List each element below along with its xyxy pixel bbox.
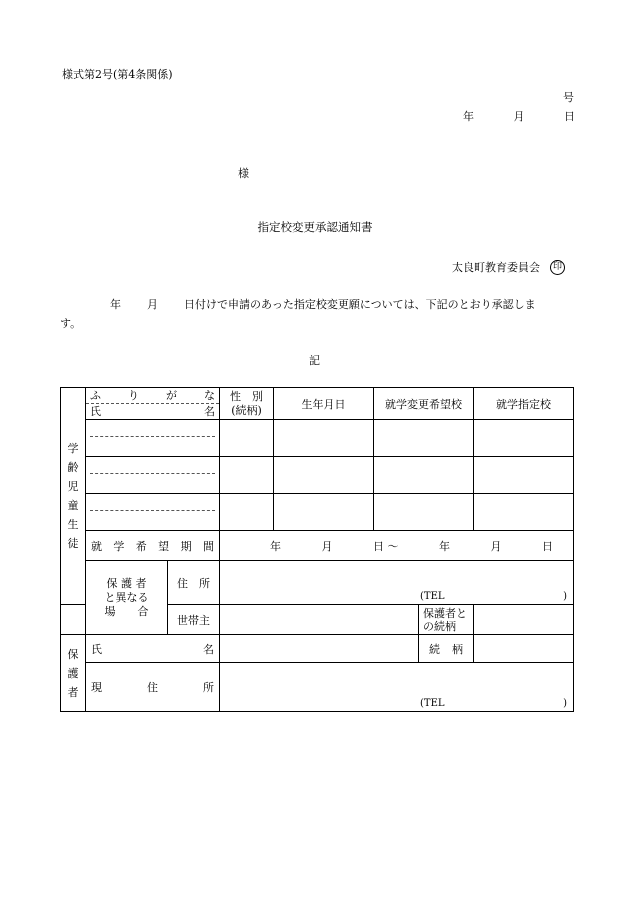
student-name-field-2[interactable] — [86, 457, 220, 494]
ki-heading: 記 — [309, 354, 320, 367]
current-address-label: 現 住 所 — [86, 663, 220, 712]
issuer-name: 太良町教育委員会 — [452, 261, 540, 274]
body-month: 月 — [147, 298, 158, 311]
household-head-label: 世帯主 — [168, 605, 220, 635]
body-text-line2: す。 — [60, 317, 82, 330]
designated-school-field-2[interactable] — [474, 457, 574, 494]
birth-date-field-2[interactable] — [274, 457, 374, 494]
period-field[interactable]: 年 月 日 〜 年 月 日 — [220, 531, 574, 561]
date-month: 月 — [513, 110, 525, 123]
guardian-label: 保 護 者 — [61, 635, 86, 712]
reference-number: 号 — [563, 91, 574, 104]
designated-school-field-3[interactable] — [474, 494, 574, 531]
desired-school-field-2[interactable] — [374, 457, 474, 494]
guardian-name-label: 氏 名 — [86, 635, 220, 663]
birth-date-field-3[interactable] — [274, 494, 374, 531]
designated-school-field-1[interactable] — [474, 420, 574, 457]
desired-school-field-3[interactable] — [374, 494, 474, 531]
student-name-field-3[interactable] — [86, 494, 220, 531]
document-title: 指定校変更承認通知書 — [257, 220, 373, 234]
issuer — [452, 259, 565, 275]
seal-icon: 印 — [550, 260, 565, 275]
date-day: 日 — [564, 110, 575, 123]
application-table — [60, 387, 574, 712]
gender-field-3[interactable] — [220, 494, 274, 531]
student-name-field-1[interactable] — [86, 420, 220, 457]
desired-school-header: 就学変更希望校 — [374, 388, 474, 420]
body-line1-rest: 日付けで申請のあった指定校変更願については、下記のとおり承認しま — [184, 298, 536, 311]
date-year: 年 — [463, 110, 474, 123]
birth-date-field-1[interactable] — [274, 420, 374, 457]
birth-date-header: 生年月日 — [274, 388, 374, 420]
gender-field-1[interactable] — [220, 420, 274, 457]
address-label: 住 所 — [168, 561, 220, 605]
furigana-name-header: ふ り が な 氏 名 — [86, 388, 220, 420]
designated-school-header: 就学指定校 — [474, 388, 574, 420]
gender-header: 性 別 (続柄) — [220, 388, 274, 420]
issue-date — [463, 108, 575, 124]
household-head-field[interactable] — [220, 605, 419, 635]
relation-field[interactable] — [474, 635, 574, 663]
relation-label: 続 柄 — [419, 635, 474, 663]
relation-to-guardian-label: 保護者と の続柄 — [419, 605, 474, 635]
desired-school-field-1[interactable] — [374, 420, 474, 457]
guardian-name-field[interactable] — [220, 635, 419, 663]
recipient: 様 — [238, 167, 249, 180]
body-text-line1 — [110, 296, 536, 312]
form-number: 様式第2号(第4条関係) — [62, 68, 173, 81]
if-different-from-guardian-label: 保 護 者 と異なる 場 合 — [86, 561, 168, 635]
relation-to-guardian-field[interactable] — [474, 605, 574, 635]
student-address-field[interactable]: (TEL ) — [220, 561, 574, 605]
period-label: 就 学 希 望 期 間 — [86, 531, 220, 561]
gender-field-2[interactable] — [220, 457, 274, 494]
student-label: 学 齢 児 童 生 徒 — [61, 388, 86, 605]
guardian-address-field[interactable]: (TEL ) — [220, 663, 574, 712]
body-year: 年 — [110, 298, 121, 311]
